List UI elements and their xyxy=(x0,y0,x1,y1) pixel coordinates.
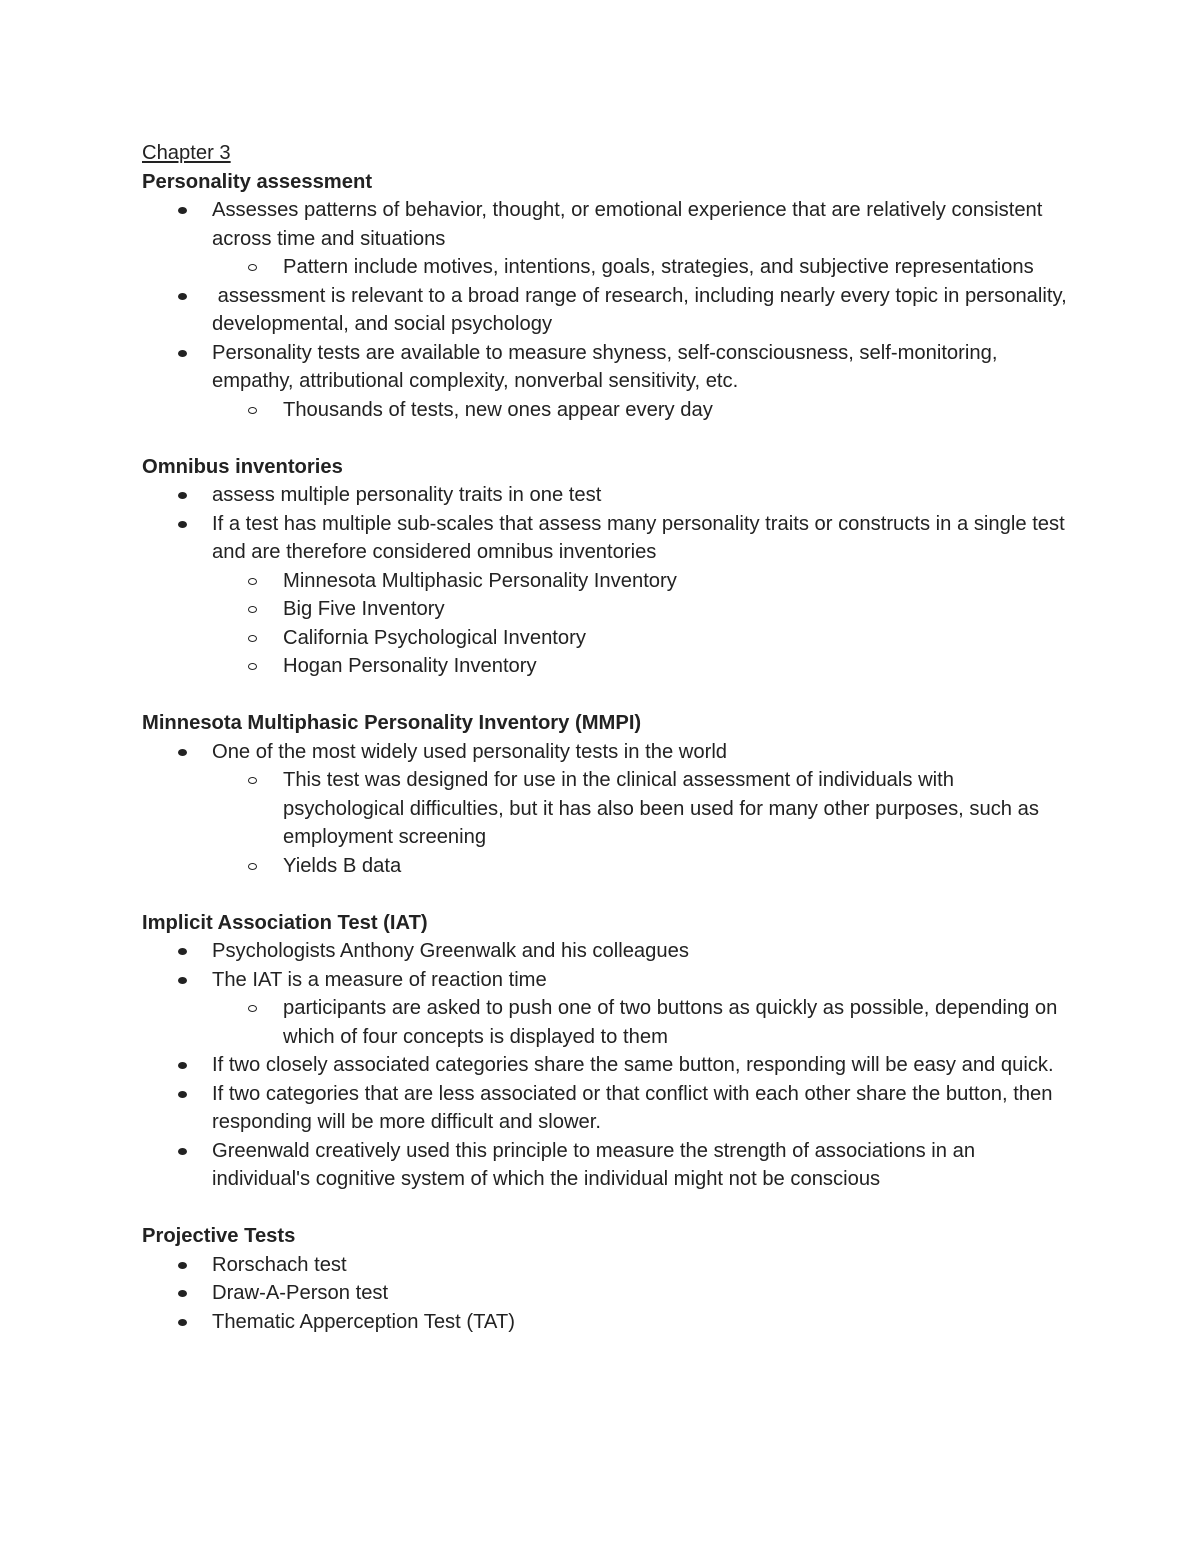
list-item-text: Thematic Apperception Test (TAT) xyxy=(212,1310,515,1333)
list-item xyxy=(142,1251,1072,1280)
bullet-icon xyxy=(178,977,187,984)
sub-list-item-text: Big Five Inventory xyxy=(283,598,445,620)
document-page xyxy=(142,139,1072,1336)
list-item xyxy=(142,1308,1072,1337)
list-item-text: If a test has multiple sub-scales that assess many personality traits or constructs in a single test and are therefore considered omnibus inventories xyxy=(212,512,1071,563)
sub-bullet-list xyxy=(212,994,1072,1051)
circle-bullet-icon xyxy=(248,777,257,784)
bullet-icon xyxy=(178,521,187,528)
list-item-text: The IAT is a measure of reaction time xyxy=(212,968,547,991)
sub-list-item xyxy=(212,766,1072,852)
list-item xyxy=(142,510,1072,681)
bullet-icon xyxy=(178,948,187,955)
circle-bullet-icon xyxy=(248,606,257,613)
bullet-list xyxy=(142,738,1072,881)
circle-bullet-icon xyxy=(248,407,257,414)
sub-list-item xyxy=(212,994,1072,1051)
bullet-list xyxy=(142,1251,1072,1337)
sub-list-item-text: participants are asked to push one of two buttons as quickly as possible, depending on which of four concepts is displayed to them xyxy=(283,997,1058,1048)
sub-list-item xyxy=(212,652,1072,681)
list-item xyxy=(142,196,1072,282)
circle-bullet-icon xyxy=(248,663,257,670)
list-item-text: One of the most widely used personality tests in the world xyxy=(212,740,728,763)
list-item-text: Assesses patterns of behavior, thought, or emotional experience that are relatively consistent across time and situations xyxy=(212,199,1054,250)
sub-list-item-text: Pattern include motives, intentions, goals, strategies, and subjective representations xyxy=(283,256,1034,278)
bullet-icon xyxy=(178,749,187,756)
list-item-text: If two categories that are less associated or that conflict with each other share the button, then responding will be more difficult and slower. xyxy=(212,1082,1059,1133)
list-item xyxy=(142,937,1072,966)
sub-bullet-list xyxy=(212,253,1072,282)
section-heading: Implicit Association Test (IAT) xyxy=(142,911,428,934)
sub-list-item-text: Yields B data xyxy=(283,854,402,877)
list-item-text: Rorschach test xyxy=(212,1253,347,1276)
section-heading: Projective Tests xyxy=(142,1225,296,1247)
sub-bullet-list xyxy=(212,766,1072,880)
list-item xyxy=(142,339,1072,425)
sub-list-item-text: California Psychological Inventory xyxy=(283,626,586,649)
list-item-text: Personality tests are available to measure shyness, self-consciousness, self-monitoring, empathy, attributional complexity, nonverbal sensitivity, etc. xyxy=(212,341,1004,392)
bullet-icon xyxy=(178,1290,187,1297)
section xyxy=(142,909,1072,1194)
list-item-text: Draw-A-Person test xyxy=(212,1282,389,1304)
sub-list-item-text: Hogan Personality Inventory xyxy=(283,655,537,677)
sub-list-item xyxy=(212,396,1072,425)
sub-list-item xyxy=(212,624,1072,653)
list-item xyxy=(142,282,1072,339)
list-item xyxy=(142,1080,1072,1137)
sub-list-item-text: Thousands of tests, new ones appear every day xyxy=(283,398,713,421)
bullet-icon xyxy=(178,1319,187,1326)
section xyxy=(142,1222,1072,1336)
circle-bullet-icon xyxy=(248,635,257,642)
bullet-icon xyxy=(178,1148,187,1155)
list-item xyxy=(142,481,1072,510)
list-item-text: Psychologists Anthony Greenwalk and his colleagues xyxy=(212,940,689,962)
bullet-list xyxy=(142,481,1072,681)
section xyxy=(142,453,1072,681)
list-item-text: assess multiple personality traits in one test xyxy=(212,484,602,506)
section-heading: Minnesota Multiphasic Personality Inventory (MMPI) xyxy=(142,712,642,734)
sub-list-item xyxy=(212,567,1072,596)
circle-bullet-icon xyxy=(248,1005,257,1012)
sub-list-item xyxy=(212,852,1072,881)
bullet-icon xyxy=(178,1062,187,1069)
section xyxy=(142,168,1072,425)
sub-list-item xyxy=(212,253,1072,282)
section-heading: Personality assessment xyxy=(142,170,373,193)
circle-bullet-icon xyxy=(248,863,257,870)
bullet-list xyxy=(142,196,1072,424)
sub-list-item-text: Minnesota Multiphasic Personality Inventory xyxy=(283,569,677,592)
bullet-icon xyxy=(178,1262,187,1269)
sub-list-item xyxy=(212,595,1072,624)
list-item xyxy=(142,738,1072,881)
sub-list-item-text: This test was designed for use in the clinical assessment of individuals with psychological difficulties, but it has also been used for many other purposes, such as employment screening xyxy=(283,769,1039,848)
chapter-title: Chapter 3 xyxy=(142,142,231,164)
bullet-icon xyxy=(178,1091,187,1098)
list-item-text: Greenwald creatively used this principle to measure the strength of associations in an individual's cognitive system of which the individual might not be conscious xyxy=(212,1139,981,1190)
circle-bullet-icon xyxy=(248,578,257,585)
section-heading: Omnibus inventories xyxy=(142,455,343,478)
list-item-text: assessment is relevant to a broad range of research, including nearly every topic in personality, developmental, and social psychology xyxy=(212,284,1073,335)
circle-bullet-icon xyxy=(248,264,257,271)
section xyxy=(142,709,1072,880)
bullet-icon xyxy=(178,207,187,214)
list-item xyxy=(142,966,1072,1052)
list-item xyxy=(142,1279,1072,1308)
sub-bullet-list xyxy=(212,396,1072,425)
list-item xyxy=(142,1051,1072,1080)
bullet-icon xyxy=(178,293,187,300)
bullet-list xyxy=(142,937,1072,1194)
list-item xyxy=(142,1137,1072,1194)
bullet-icon xyxy=(178,350,187,357)
list-item-text: If two closely associated categories share the same button, responding will be easy and quick. xyxy=(212,1054,1054,1076)
sub-bullet-list xyxy=(212,567,1072,681)
bullet-icon xyxy=(178,492,187,499)
sections-container xyxy=(142,168,1072,1337)
